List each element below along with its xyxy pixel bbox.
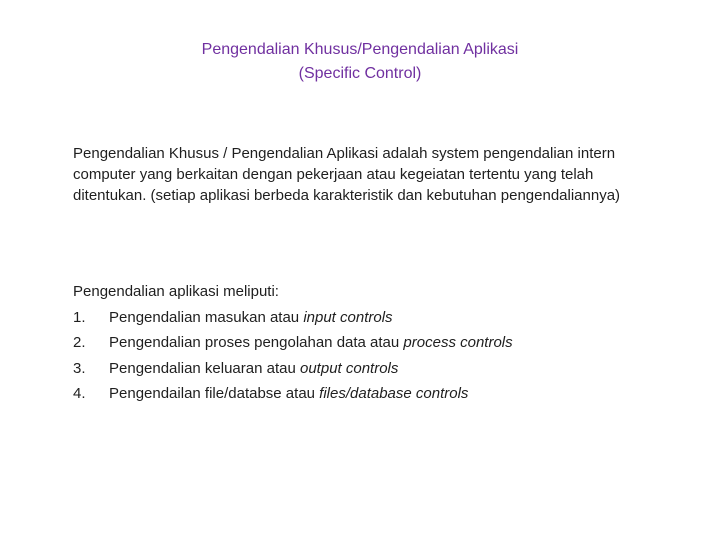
- control-list-intro: Pengendalian aplikasi meliputi:: [73, 283, 279, 300]
- slide-title: [0, 38, 720, 86]
- list-item-number: 2.: [73, 334, 86, 351]
- list-item-1: [73, 305, 673, 331]
- list-item-label: Pengendalian keluaran atau: [109, 359, 300, 377]
- slide-title-line-1: Pengendalian Khusus/Pengendalian Aplikasi: [201, 41, 519, 58]
- list-item-text: [109, 381, 468, 407]
- control-list: [73, 279, 673, 407]
- list-item-text: [109, 330, 513, 356]
- list-item-number: 4.: [73, 385, 86, 402]
- list-item-3: [73, 356, 673, 382]
- list-item-term: output controls: [300, 359, 399, 377]
- list-item-label: Pengendalian proses pengolahan data atau: [109, 334, 404, 351]
- list-item-2: [73, 330, 673, 356]
- list-item-term: files/database controls: [319, 385, 469, 402]
- list-item-number: 1.: [73, 308, 86, 326]
- list-item-text: [109, 305, 393, 331]
- list-item-term: input controls: [303, 308, 393, 326]
- list-item-term: process controls: [403, 334, 513, 351]
- list-item-text: [109, 356, 398, 382]
- list-item-number: 3.: [73, 359, 86, 377]
- list-item-label: Pengendalian masukan atau: [109, 308, 304, 326]
- definition-paragraph: Pengendalian Khusus / Pengendalian Aplikasi adalah system pengendalian intern computer yang berkaitan dengan pekerjaan atau kegeiatan tertentu yang telah ditentukan. (setiap aplikasi berbeda karakteristik dan kebutuhan pengendaliannya): [73, 145, 621, 204]
- slide-title-line-2: (Specific Control): [298, 65, 422, 82]
- list-item-label: Pengendailan file/databse atau: [109, 385, 320, 402]
- list-item-4: [73, 381, 673, 407]
